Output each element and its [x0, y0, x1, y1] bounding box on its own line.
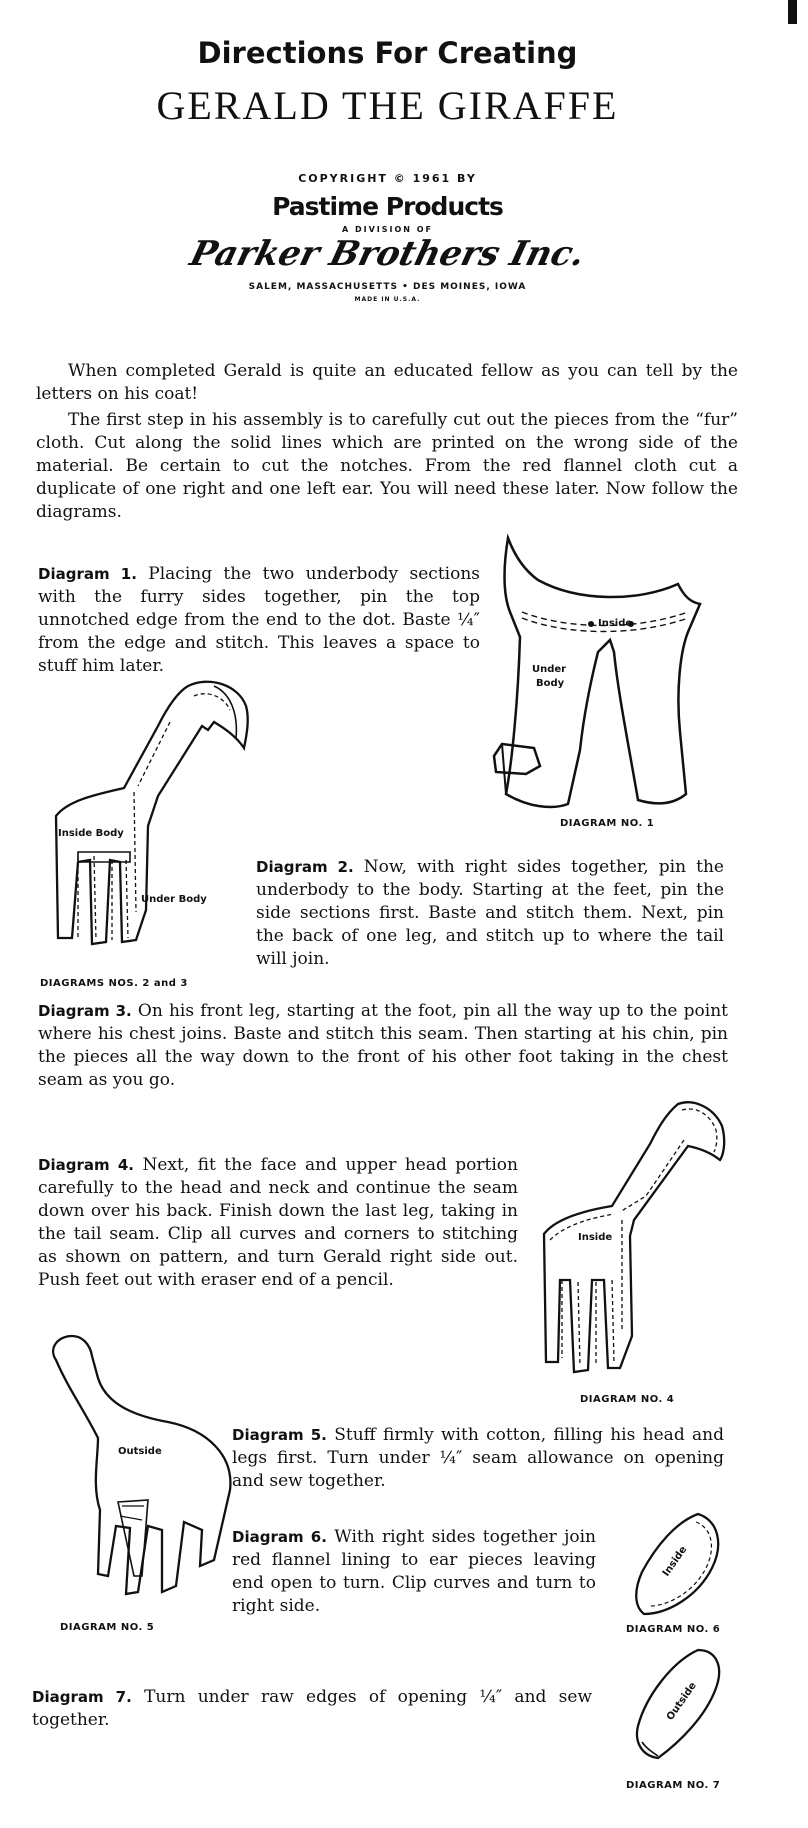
- intro-section: [36, 360, 738, 524]
- diagram-1-label-body: Body: [536, 678, 565, 689]
- step-2: [256, 856, 724, 971]
- locations-line: SALEM, MASSACHUSETTS • DES MOINES, IOWA: [248, 282, 527, 292]
- step-1-label: Diagram 1.: [38, 565, 137, 583]
- diagram-4-drawing: [538, 1100, 738, 1390]
- step-1: [38, 563, 480, 678]
- step-6: [232, 1526, 596, 1618]
- title-line-2: GERALD THE GIRAFFE: [156, 83, 619, 128]
- intro-paragraph-1: When completed Gerald is quite an educated fellow as you can tell by the letters on his coat!: [36, 361, 738, 404]
- diagram-7-caption: DIAGRAM NO. 7: [626, 1780, 721, 1791]
- publisher-name: Pastime Products: [272, 192, 503, 221]
- step-1-text: Placing the two underbody sections with the furry sides together, pin the top unnotched edge from the end to the dot. Baste ¼″ from the edge and stitch. This leaves a space to stuff him later.: [38, 564, 480, 676]
- step-4-label: Diagram 4.: [38, 1156, 135, 1174]
- diagram-2-3-label-inside: Inside Body: [58, 828, 124, 839]
- diagram-1-caption: DIAGRAM NO. 1: [560, 818, 655, 829]
- step-2-label: Diagram 2.: [256, 858, 354, 876]
- step-4-text: Next, fit the face and upper head portion carefully to the head and neck and continue the seam down over his back. Finish down the last leg, taking in the tail seam. Clip all curves and corners to stitching as shown on pattern, and turn Gerald right side out. Push feet out with eraser end of a pencil.: [38, 1155, 518, 1290]
- diagram-5-drawing: [38, 1330, 238, 1620]
- parker-brothers-signature: Parker Brothers Inc.: [186, 234, 589, 274]
- step-3: [38, 1000, 728, 1092]
- diagram-4-label-inside: Inside: [578, 1232, 613, 1243]
- diagram-7-label-outside: Outside: [664, 1680, 699, 1723]
- diagram-6-caption: DIAGRAM NO. 6: [626, 1624, 721, 1635]
- corner-mark: [788, 0, 797, 24]
- step-4: [38, 1154, 518, 1292]
- diagram-2-3-caption: DIAGRAMS NOS. 2 and 3: [40, 978, 188, 989]
- step-6-text: With right sides together join red flannel lining to ear pieces leaving end open to turn. Clip curves and turn to right side.: [232, 1527, 597, 1616]
- division-line: A DIVISION OF: [341, 225, 434, 234]
- diagram-5-caption: DIAGRAM NO. 5: [60, 1622, 155, 1633]
- diagram-7: [628, 1646, 728, 1766]
- step-5-text: Stuff firmly with cotton, filling his head and legs first. Turn under ¼″ seam allowance on opening and sew together.: [232, 1425, 724, 1491]
- diagram-4-caption: DIAGRAM NO. 4: [580, 1394, 675, 1405]
- step-5-label: Diagram 5.: [232, 1426, 327, 1444]
- step-6-label: Diagram 6.: [232, 1528, 327, 1546]
- diagram-6-label-inside: Inside: [660, 1544, 690, 1579]
- title-line-1: Directions For Creating: [197, 36, 578, 70]
- diagram-2-3-label-under: Under Body: [141, 894, 207, 905]
- diagram-4: [538, 1100, 738, 1390]
- diagram-5-label-outside: Outside: [118, 1446, 162, 1457]
- diagram-6: [628, 1510, 728, 1620]
- diagram-1-label-under: Under: [532, 664, 567, 675]
- intro-paragraph-2: The first step in his assembly is to carefully cut out the pieces from the “fur” cloth. Cut along the solid lines which are printed on the wrong side of the material. Be certain to cut the notches. From the red flannel cloth cut a duplicate of one right and one left ear. You will need these later. Now follow the diagrams.: [36, 410, 738, 522]
- step-7-label: Diagram 7.: [32, 1688, 132, 1706]
- diagram-1-label-inside: Inside: [598, 618, 633, 629]
- diagram-5: [38, 1330, 238, 1620]
- step-2-text: Now, with right sides together, pin the underbody to the body. Starting at the feet, pin the side sections first. Baste and stitch them. Next, pin the back of one leg, and stitch up to where the tail will join.: [256, 857, 724, 969]
- diagram-1: [488, 532, 738, 832]
- step-7: [32, 1686, 592, 1732]
- step-3-label: Diagram 3.: [38, 1002, 132, 1020]
- diagram-2-3-drawing: [38, 676, 248, 966]
- step-3-text: On his front leg, starting at the foot, pin all the way up to the point where his chest joins. Baste and stitch this seam. Then starting at his chin, pin the pieces all the way down to the front of his other foot taking in the chest seam as you go.: [38, 1001, 728, 1090]
- step-7-text: Turn under raw edges of opening ¼″ and sew together.: [32, 1687, 592, 1730]
- diagram-1-drawing: [488, 532, 738, 832]
- copyright-line: COPYRIGHT © 1961 BY: [298, 172, 477, 185]
- made-in-line: MADE IN U.S.A.: [354, 296, 421, 303]
- step-5: [232, 1424, 724, 1493]
- diagram-2-3: [38, 676, 248, 966]
